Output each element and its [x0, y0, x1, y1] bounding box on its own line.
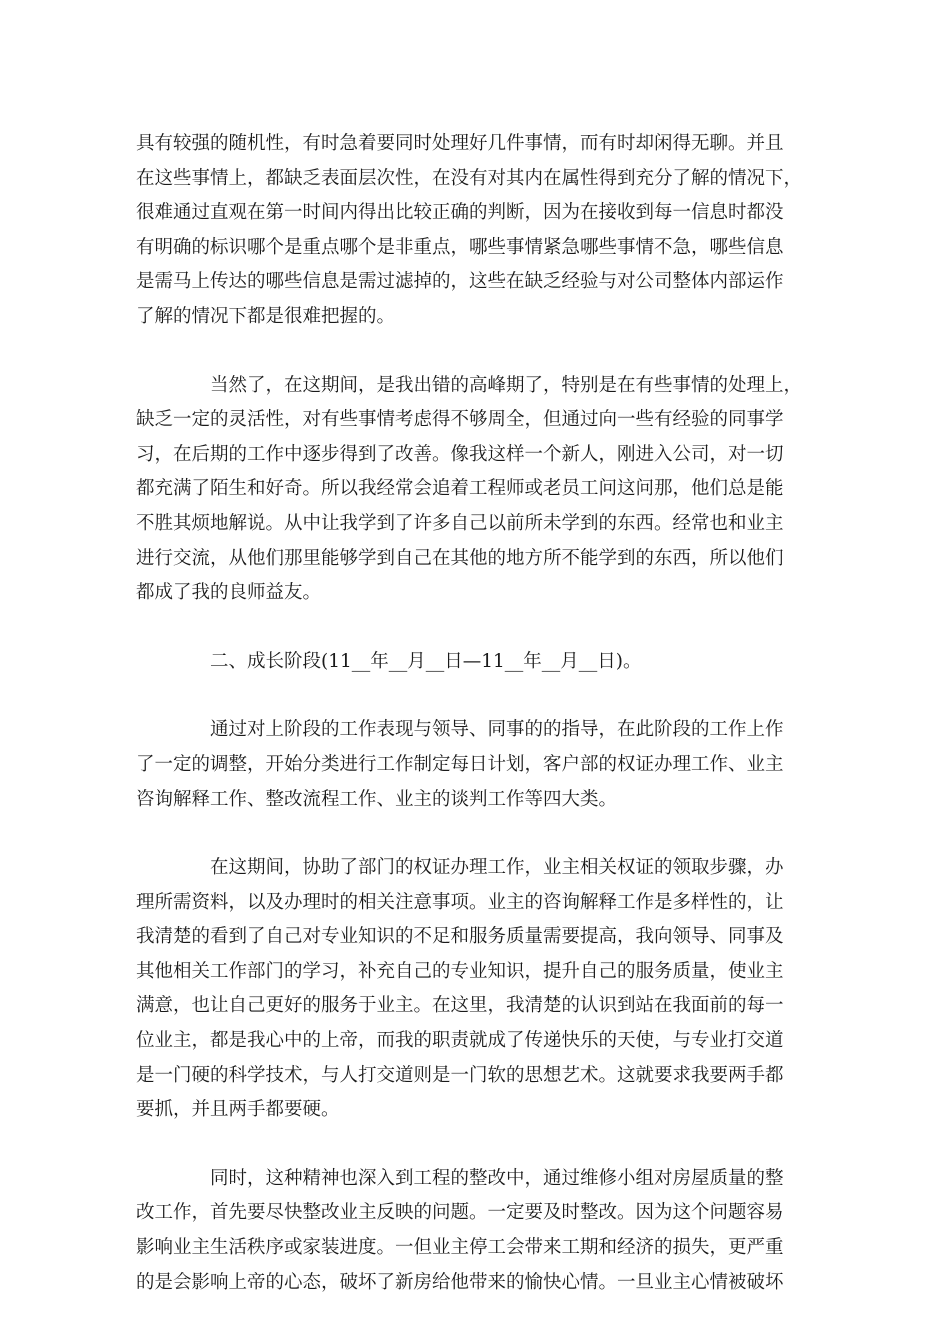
text-line: 不胜其烦地解说。从中让我学到了许多自己以前所未学到的东西。经常也和业主 — [136, 512, 784, 534]
text-line: 缺乏一定的灵活性，对有些事情考虑得不够周全，但通过向一些有经验的同事学 — [136, 409, 784, 431]
text-line: 了一定的调整，开始分类进行工作制定每日计划，客户部的权证办理工作、业主 — [136, 753, 784, 775]
text-line: 在这些事情上，都缺乏表面层次性，在没有对其内在属性得到充分了解的情况下， — [136, 167, 803, 189]
text-line: 当然了，在这期间，是我出错的高峰期了，特别是在有些事情的处理上， — [210, 374, 803, 396]
text-line: 很难通过直观在第一时间内得出比较正确的判断，因为在接收到每一信息时都没 — [136, 202, 784, 224]
text-line: 咨询解释工作、整改流程工作、业主的谈判工作等四大类。 — [136, 788, 618, 810]
paragraph-1 — [136, 127, 816, 335]
text-line: 改工作，首先要尽快整改业主反映的问题。一定要及时整改。因为这个问题容易 — [136, 1202, 784, 1224]
section-heading — [136, 645, 816, 680]
text-line: 我清楚的看到了自己对专业知识的不足和服务质量需要提高，我向领导、同事及 — [136, 926, 784, 948]
text-line: 是一门硬的科学技术，与人打交道则是一门软的思想艺术。这就要求我要两手都 — [136, 1064, 784, 1086]
text-line: 位业主，都是我心中的上帝，而我的职责就成了传递快乐的天使，与专业打交道 — [136, 1030, 784, 1052]
text-line: 了解的情况下都是很难把握的。 — [136, 305, 396, 327]
text-line: 在这期间，协助了部门的权证办理工作，业主相关权证的领取步骤，办 — [210, 857, 784, 879]
text-line: 满意，也让自己更好的服务于业主。在这里，我清楚的认识到站在我面前的每一 — [136, 995, 784, 1017]
text-line: 都充满了陌生和好奇。所以我经常会追着工程师或老员工问这问那，他们总是能 — [136, 478, 784, 500]
text-line: 具有较强的随机性，有时急着要同时处理好几件事情，而有时却闲得无聊。并且 — [136, 133, 784, 154]
paragraph-4 — [136, 713, 816, 817]
paragraph-6 — [136, 1162, 816, 1300]
text-line: 理所需资料，以及办理时的相关注意事项。业主的咨询解释工作是多样性的，让 — [136, 891, 784, 913]
text-line: 是需马上传达的哪些信息是需过滤掉的，这些在缺乏经验与对公司整体内部运作 — [136, 271, 784, 293]
paragraph-2 — [136, 369, 816, 611]
text-line: 有明确的标识哪个是重点哪个是非重点，哪些事情紧急哪些事情不急，哪些信息 — [136, 236, 784, 258]
text-line: 要抓，并且两手都要硬。 — [136, 1099, 340, 1121]
text-line: 二、成长阶段(11__年__月__日—11__年__月__日)。 — [210, 650, 642, 672]
text-line: 的是会影响上帝的心态，破坏了新房给他带来的愉快心情。一旦业主心情被破坏 — [136, 1271, 784, 1293]
paragraph-5 — [136, 851, 816, 1128]
text-line: 其他相关工作部门的学习，补充自己的专业知识，提升自己的服务质量，使业主 — [136, 960, 784, 982]
text-line: 进行交流，从他们那里能够学到自己在其他的地方所不能学到的东西，所以他们 — [136, 547, 784, 569]
text-line: 都成了我的良师益友。 — [136, 582, 322, 604]
text-line: 习，在后期的工作中逐步得到了改善。像我这样一个新人，刚进入公司，对一切 — [136, 443, 784, 465]
text-line: 同时，这种精神也深入到工程的整改中，通过维修小组对房屋质量的整 — [210, 1167, 784, 1189]
text-line: 通过对上阶段的工作表现与领导、同事的的指导，在此阶段的工作上作 — [210, 719, 784, 741]
document-page — [136, 127, 816, 1334]
text-line: 影响业主生活秩序或家装进度。一但业主停工会带来工期和经济的损失，更严重 — [136, 1237, 784, 1259]
